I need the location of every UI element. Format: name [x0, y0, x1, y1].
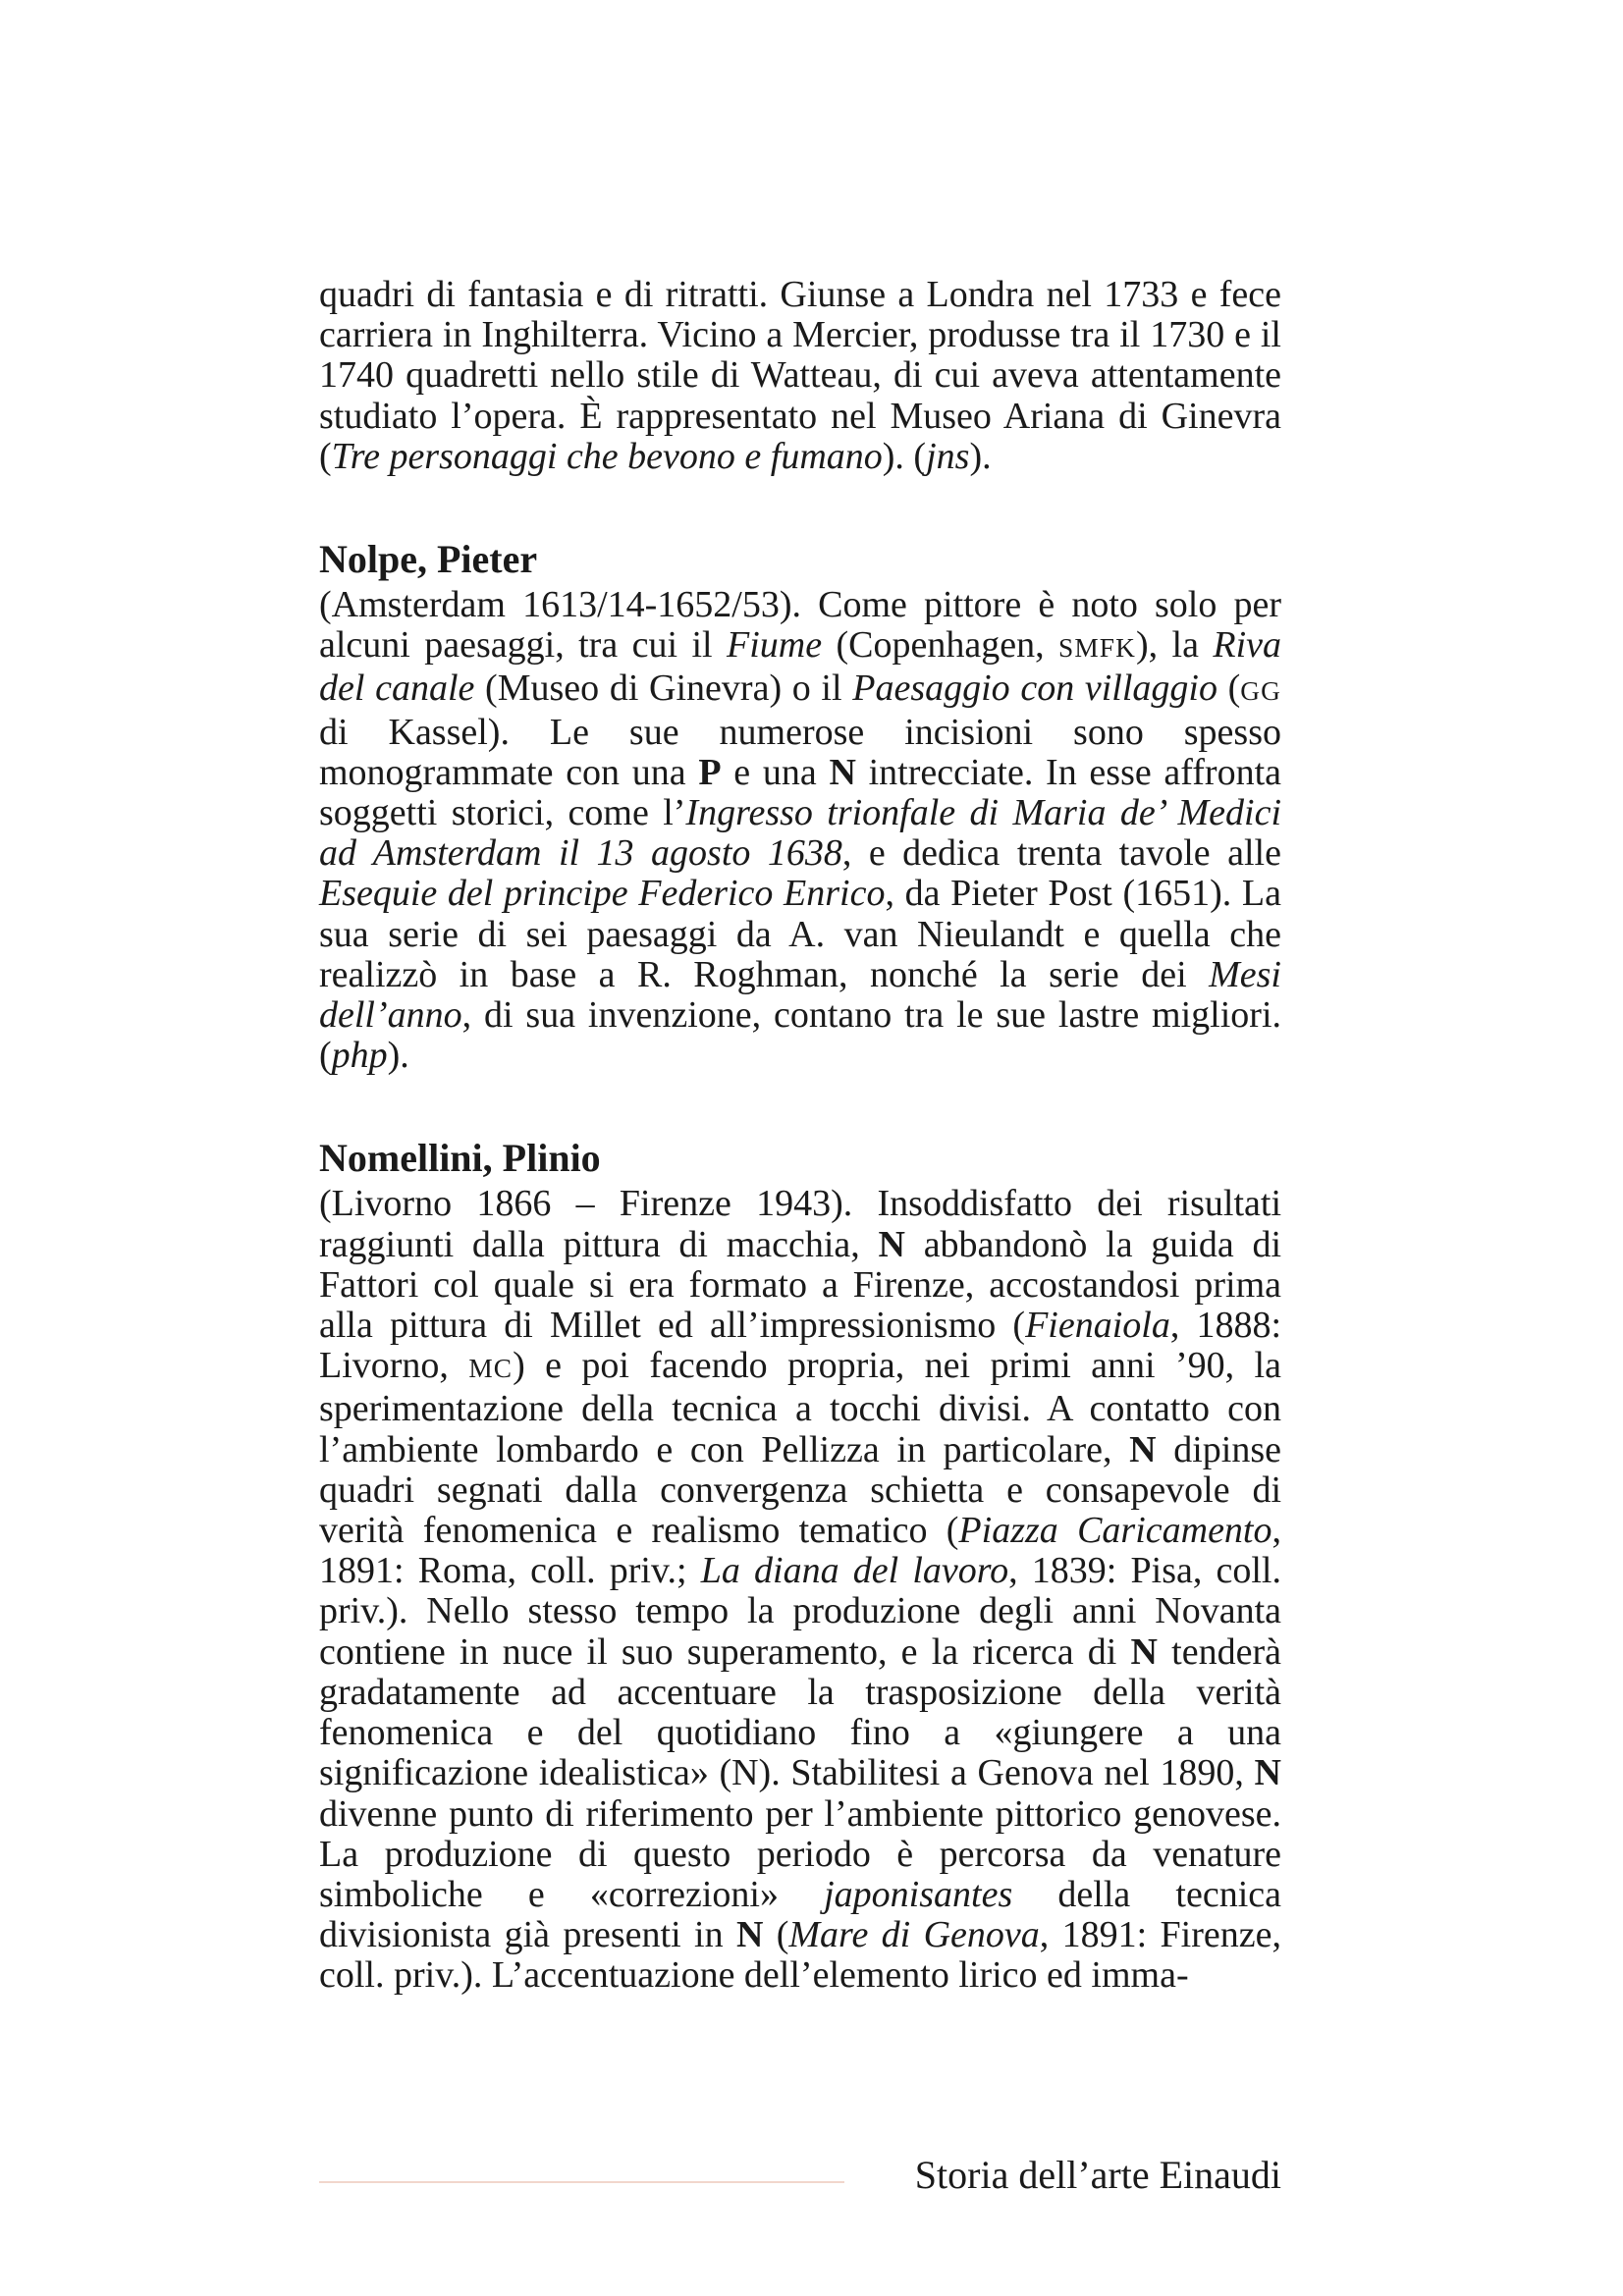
entry-text: (Livorno 1866 – Firenze 1943). Insoddisfatto dei risultati raggiunti dalla pittura di macchia, N abbandonò la guida di Fattori col quale si era formato a Firenze, accostandosi prima alla pittura di Millet ed all’impressionismo (Fienaiola, 1888: Livorno, MC) e poi facendo propria, nei primi anni ’90, la sperimentazione della tecnica a tocchi divisi. A contatto con l’ambiente lombardo e con Pellizza in particolare, N dipinse quadri segnati dalla convergenza schietta e consapevole di verità fenomenica e realismo tematico (Piazza Caricamento, 1891: Roma, coll. priv.; La diana del lavoro, 1839: Pisa, coll. priv.). Nello stesso tempo la produzione degli anni Novanta contiene in nuce il suo superamento, e la ricerca di N tenderà gradatamente ad accentuare la trasposizione della verità fenomenica e del quotidiano fino a «giungere a una significazione idealistica» (N). Stabilitesi a Genova nel 1890, N divenne punto di riferimento per l’ambiente pittorico genovese. La produzione di questo periodo è percorsa da venature simboliche e «correzioni» japonisantes della tecnica divisionista già presenti in N (Mare di Genova, 1891: Firenze, coll. priv.). L’accentuazione dell’elemento lirico ed imma-: [319, 1183, 1282, 1997]
entry-nolpe: [319, 534, 1281, 1076]
entry-title: Nomellini, Plinio: [319, 1136, 601, 1181]
footer-divider: [319, 2181, 844, 2183]
entry-text: (Amsterdam 1613/14-1652/53). Come pittore è noto solo per alcuni paesaggi, tra cui il Fiume (Copenhagen, SMFK), la Riva del canale (Museo di Ginevra) o il Paesaggio con villaggio (GG di Kassel). Le sue numerose incisioni sono spesso monogrammate con una P e una N intrecciate. In esse affronta soggetti storici, come l’Ingresso trionfale di Maria de’ Medici ad Amsterdam il 13 agosto 1638, e dedica trenta tavole alle Esequie del principe Federico Enrico, da Pieter Post (1651). La sua serie di sei paesaggi da A. van Nieulandt e quella che realizzò in base a R. Roghman, nonché la serie dei Mesi dell’anno, di sua invenzione, contano tra le sue lastre migliori. (php).: [319, 584, 1282, 1077]
entry-nomellini: [319, 1133, 1281, 1996]
intro-paragraph: quadri di fantasia e di ritratti. Giunse a Londra nel 1733 e fece carriera in Inghilterra. Vicino a Mercier, produsse tra il 1730 e il 1740 quadretti nello stile di Watteau, di cui aveva attentamente studiato l’opera. È rappresentato nel Museo Ariana di Ginevra (Tre personaggi che bevono e fumano). (jns).: [319, 274, 1281, 477]
page-body: [319, 275, 1281, 1997]
entry-title: Nolpe, Pieter: [319, 537, 538, 582]
page-footer: [319, 2140, 1281, 2209]
footer-title: Storia dell’arte Einaudi: [914, 2153, 1281, 2197]
